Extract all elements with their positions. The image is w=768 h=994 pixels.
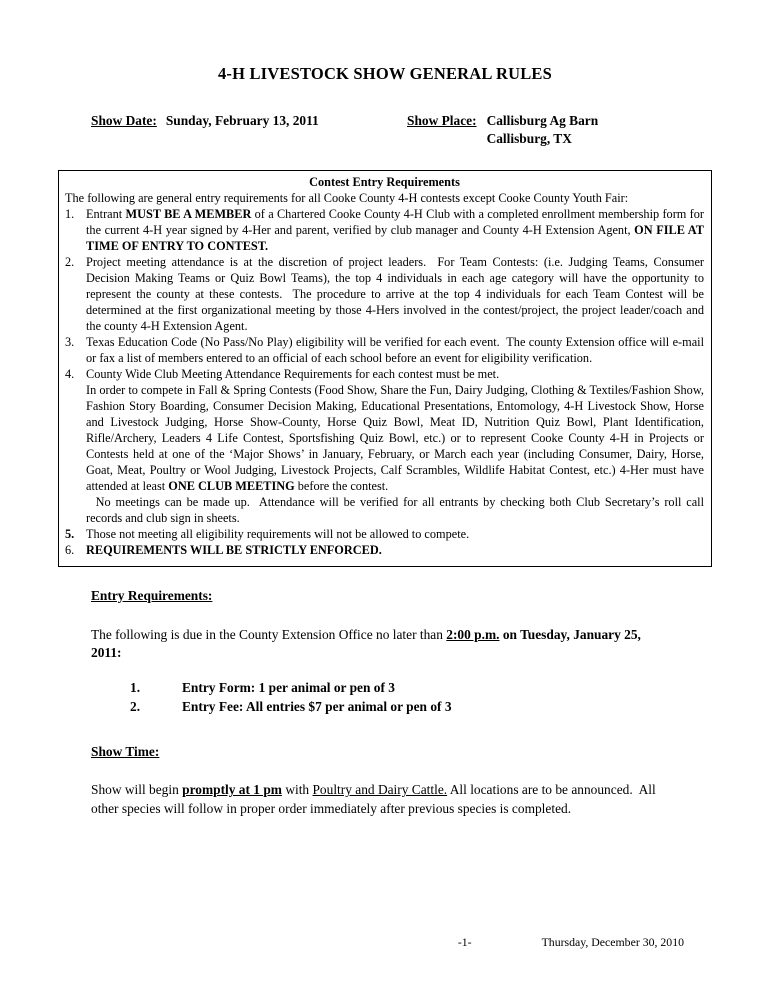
- rule-item-2: [65, 255, 708, 335]
- rule-text: Texas Education Code (No Pass/No Play) eligibility will be verified for each event. The county Extension office will e-mail or fax a list of members entered to an official of each school before an event for eligibility verification.: [86, 335, 708, 366]
- rule-text: No meetings can be made up. Attendance will be verified for all entrants by checking both Club Secretary’s roll call records and club sign in sheets.: [86, 494, 708, 525]
- rule-text: Those not meeting all eligibility requirements will not be allowed to compete.: [86, 526, 470, 541]
- entry-deadline-text: The following is due in the County Extension Office no later than 2:00 p.m. on Tuesday, January 25, 2011:: [91, 626, 645, 661]
- contest-box-intro: The following are general entry requirements for all Cooke County 4-H contests except Cooke County Youth Fair:: [65, 191, 629, 206]
- page-number: -1-: [457, 935, 472, 949]
- rule-number: 3.: [65, 335, 75, 350]
- rule-text: REQUIREMENTS WILL BE STRICTLY ENFORCED.: [86, 542, 382, 557]
- entry-list-item-1: [130, 679, 712, 698]
- entry-requirements-heading: Entry Requirements:: [91, 587, 213, 603]
- rule-number: 2.: [65, 255, 75, 270]
- rule-number: 5.: [65, 526, 75, 541]
- rule-item-5: [65, 527, 704, 543]
- page-title: 4-H LIVESTOCK SHOW GENERAL RULES: [217, 64, 553, 83]
- rule-number: 6.: [65, 542, 75, 557]
- footer-date: Thursday, December 30, 2010: [541, 935, 684, 949]
- page-footer: [58, 935, 712, 950]
- entry-requirements-section: [91, 587, 712, 717]
- rule-item-6: [65, 543, 704, 559]
- show-place-value: [487, 112, 599, 148]
- rule-text: Project meeting attendance is at the discretion of project leaders. For Team Contests: (i.e. Judging Teams, Consumer Decision Making Teams or Quiz Bowl Teams), the top 4 individuals in each age category will have the opportunity to represent the county at these contests. The procedure to arrive at the top 4 individuals for each Team Contest will be determined at the first organizational meeting by those 4-Hers involved in the contest/project, the project leader/coach and the county 4-H Extension Agent.: [86, 255, 708, 334]
- entry-list: [130, 679, 712, 717]
- rule-item-3: [65, 335, 708, 367]
- show-time-text: Show will begin promptly at 1 pm with Poultry and Dairy Cattle. All locations are to be announced. All other species will follow in proper order immediately after previous species is completed.: [91, 782, 660, 817]
- entry-list-number: 2.: [130, 698, 141, 714]
- show-time-heading: Show Time:: [91, 743, 160, 759]
- entry-list-number: 1.: [130, 680, 141, 696]
- show-place-line1: Callisburg Ag Barn: [486, 113, 599, 128]
- rule-text: In order to compete in Fall & Spring Contests (Food Show, Share the Fun, Dairy Judging, Clothing & Textiles/Fashion Show, Fashion Story Boarding, Consumer Decision Making, Educational Presentations, Entomology, 4-H Livestock Show, Horse and Livestock Judging, Horse Show-County, Horse Quiz Bowl, Meat ID, Nutrition Quiz Bowl, Plant Identification, Rifle/Archery, Leaders 4 Life Contest, Sportsfishing Quiz Bowl, etc.) or to represent Cooke County 4-H in Projects or Contests held at one of the ‘Major Shows’ in January, February, or March each year (including Consumer, Dairy, Horse, Goat, Meat, Poultry or Wool Judging, Livestock Projects, Calf Scrambles, Wildlife Habitat Contest, etc.) 4-Her must have attended at least ONE CLUB MEETING before the contest.: [86, 382, 708, 493]
- show-place-line2: Callisburg, TX: [486, 131, 572, 147]
- entry-list-item-2: [130, 698, 712, 717]
- rule-item-1: [65, 207, 708, 255]
- entry-fee-text: Entry Fee: All entries $7 per animal or pen of 3: [182, 698, 452, 714]
- rule-text: Entrant MUST BE A MEMBER of a Chartered Cooke County 4-H Club with a completed enrollment membership form for the current 4-H year signed by 4-Her and parent, verified by club manager and County 4-H Extension Agent, ON FILE AT TIME OF ENTRY TO CONTEST.: [86, 207, 708, 254]
- show-date-group: [91, 112, 407, 148]
- show-info-row: [58, 112, 712, 148]
- show-place-group: [407, 112, 598, 148]
- contest-box-heading: Contest Entry Requirements: [309, 175, 460, 190]
- show-date-label: Show Date:: [91, 113, 157, 128]
- show-time-section: [91, 743, 712, 819]
- show-date-value: Sunday, February 13, 2011: [165, 113, 319, 128]
- show-place-label: Show Place:: [407, 113, 477, 128]
- rule-number: 4.: [65, 367, 75, 381]
- rule-text: County Wide Club Meeting Attendance Requirements for each contest must be met.: [86, 367, 500, 381]
- entry-form-text: Entry Form: 1 per animal or pen of 3: [182, 680, 395, 696]
- rule-number: 1.: [65, 207, 75, 222]
- contest-entry-requirements-box: [58, 170, 712, 567]
- rule-item-4: [65, 367, 708, 527]
